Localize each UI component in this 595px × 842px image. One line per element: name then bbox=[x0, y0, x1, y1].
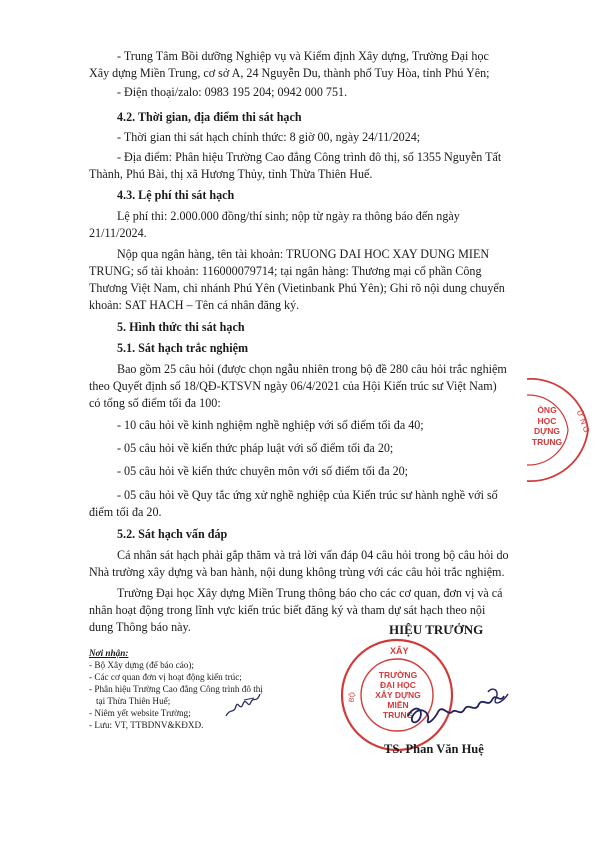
recipients-title: Nơi nhận: bbox=[89, 648, 129, 658]
recipient-line: tại Thừa Thiên Huế; bbox=[96, 696, 171, 706]
mcq-item-continuation: điểm tối đa 20. bbox=[89, 505, 162, 519]
exam-place-line2: Thành, Phú Bài, thị xã Hương Thủy, tỉnh Thừa Thiên Huế. bbox=[89, 167, 373, 181]
signer-name: TS. Phan Văn Huệ bbox=[384, 742, 484, 756]
recipient-line: - Các cơ quan đơn vị hoạt động kiến trúc; bbox=[89, 672, 242, 682]
fee-line2: 21/11/2024. bbox=[89, 226, 147, 240]
svg-text:BỘ: BỘ bbox=[348, 691, 357, 703]
mcq-item: - 05 câu hỏi về Quy tắc ứng xử nghề nghiệp của Kiến trúc sư hành nghề với số bbox=[117, 488, 498, 502]
bank-line4: khoản: SAT HACH – Tên cá nhân đăng ký. bbox=[89, 298, 300, 312]
initials-signature-icon bbox=[224, 690, 264, 720]
section-5-heading: 5. Hình thức thi sát hạch bbox=[117, 320, 245, 334]
handwritten-signature-icon bbox=[404, 682, 522, 732]
recipient-line: - Bộ Xây dựng (để báo cáo); bbox=[89, 660, 194, 670]
section-4-3-heading: 4.3. Lệ phí thi sát hạch bbox=[117, 188, 235, 202]
mcq-intro-line2: theo Quyết định số 18/QĐ-KTSVN ngày 06/4/2021 của Hội Kiến trúc sư Việt Nam) bbox=[89, 379, 497, 393]
section-5-1-heading: 5.1. Sát hạch trắc nghiệm bbox=[117, 341, 249, 355]
mcq-item: - 10 câu hỏi về kinh nghiệm nghề nghiệp với số điểm tối đa 40; bbox=[117, 418, 424, 432]
recipient-line: - Phân hiệu Trường Cao đẳng Công trình đô thị bbox=[89, 684, 263, 694]
phone-line: - Điện thoại/zalo: 0983 195 204; 0942 000 751. bbox=[117, 85, 348, 99]
recipient-line: - Lưu: VT, TTBDNV&KĐXD. bbox=[89, 720, 204, 730]
exam-time-line: - Thời gian thi sát hạch chính thức: 8 giờ 00, ngày 24/11/2024; bbox=[117, 130, 421, 144]
section-5-2-heading: 5.2. Sát hạch vấn đáp bbox=[117, 527, 228, 541]
closing-line1: Trường Đại học Xây dựng Miền Trung thông báo cho các cơ quan, đơn vị và cá bbox=[117, 586, 503, 600]
bank-line2: TRUNG; số tài khoản: 116000079714; tại ngân hàng: Thương mại cổ phần Công bbox=[89, 264, 482, 278]
bank-line1: Nộp qua ngân hàng, tên tài khoản: TRUONG DAI HOC XAY DUNG MIEN bbox=[117, 247, 490, 261]
center-address-line1: - Trung Tâm Bồi dưỡng Nghiệp vụ và Kiểm định Xây dựng, Trường Đại học bbox=[117, 49, 489, 63]
seal-inner-text: TRƯỜNG ĐẠI HỌC XÂY DỰNG MIỀN TRUNG bbox=[375, 670, 421, 720]
signature-title: HIỆU TRƯỞNG bbox=[389, 622, 484, 637]
bank-line3: Thương Việt Nam, chi nhánh Phú Yên (Vietinbank Phú Yên); Ghi rõ nội dung chuyển bbox=[89, 281, 505, 295]
closing-line2: nhân hoạt động trong lĩnh vực kiến trúc biết đăng ký và tham dự sát hạch theo nội bbox=[89, 603, 486, 617]
exam-place-line1: - Địa điểm: Phân hiệu Trường Cao đẳng Công trình đô thị, số 1355 Nguyễn Tất bbox=[117, 150, 502, 164]
mcq-item: - 05 câu hỏi về kiến thức chuyên môn với số điểm tối đa 20; bbox=[117, 464, 409, 478]
oral-line2: Nhà trường xây dựng và ban hành, nội dung không trùng với các câu hỏi trắc nghiệm. bbox=[89, 565, 505, 579]
mcq-intro-line1: Bao gồm 25 câu hỏi (được chọn ngẫu nhiên trong bộ đề 280 câu hỏi trắc nghiệm bbox=[117, 362, 507, 376]
mcq-intro-line3: có tổng số điểm tối đa 100: bbox=[89, 396, 221, 410]
partial-seal-text: ÒNG HỌC DỰNG TRUNG bbox=[531, 405, 563, 447]
fee-line1: Lệ phí thi: 2.000.000 đồng/thí sinh; nộp từ ngày ra thông báo đến ngày bbox=[117, 209, 460, 223]
seal-arc-text: XÂY bbox=[390, 646, 409, 656]
recipient-line: - Niêm yết website Trường; bbox=[89, 708, 191, 718]
center-address-line2: Xây dựng Miền Trung, cơ sở A, 24 Nguyễn Du, thành phố Tuy Hòa, tỉnh Phú Yên; bbox=[89, 66, 490, 80]
mcq-item: - 05 câu hỏi về kiến thức pháp luật với số điểm tối đa 20; bbox=[117, 441, 394, 455]
oral-line1: Cá nhân sát hạch phải gắp thăm và trả lời vấn đáp 04 câu hỏi trong bộ câu hỏi do bbox=[117, 548, 509, 562]
closing-line3: dung Thông báo này. bbox=[89, 620, 191, 634]
section-4-2-heading: 4.2. Thời gian, địa điểm thi sát hạch bbox=[117, 110, 302, 124]
svg-text:Ừ N G: Ừ N G bbox=[574, 408, 592, 434]
